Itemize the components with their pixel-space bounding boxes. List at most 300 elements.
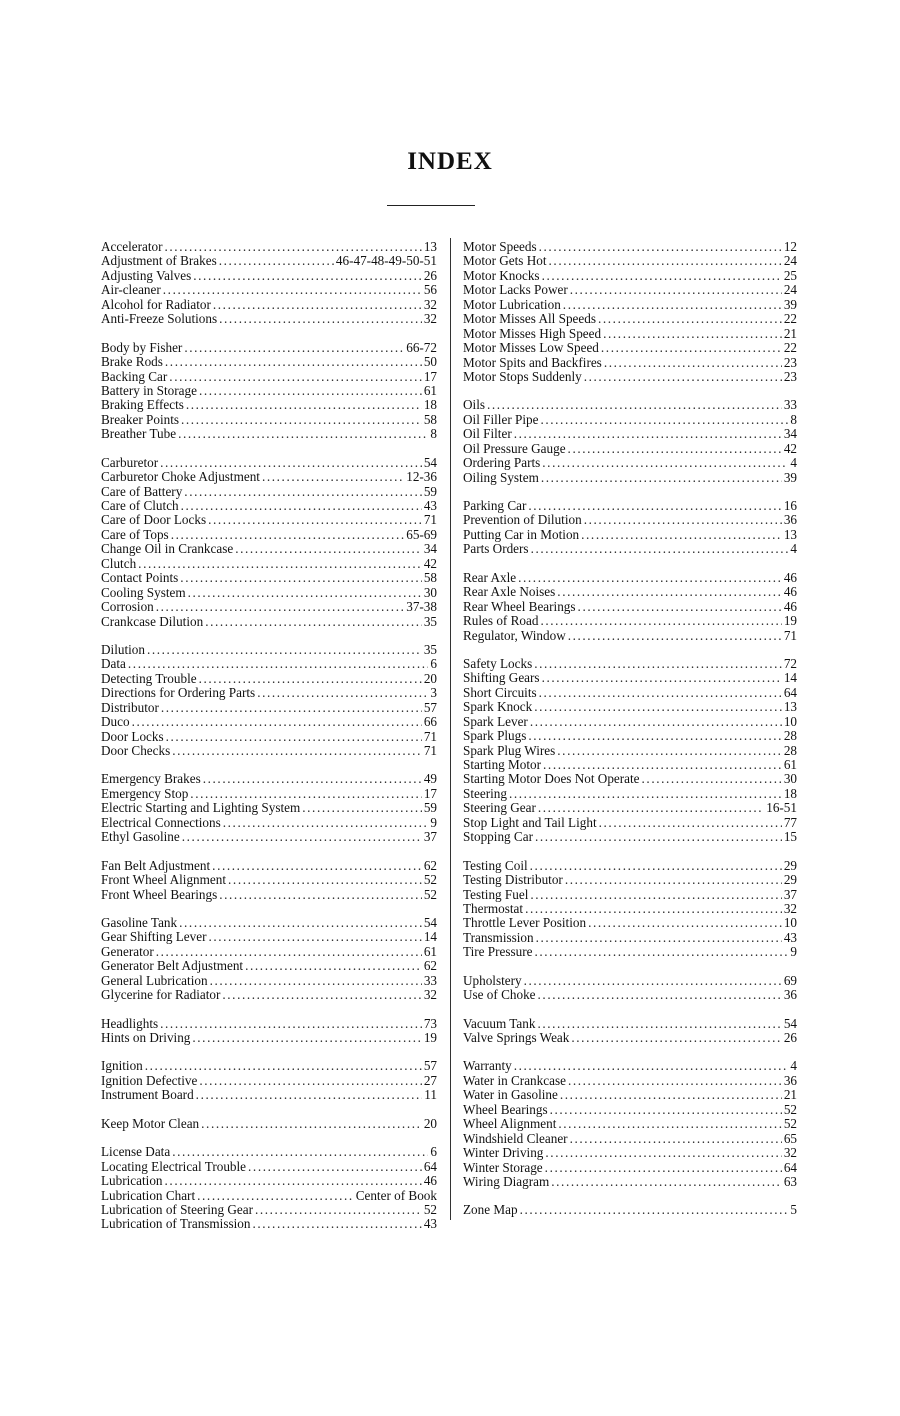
index-entry-page: 49 [423, 771, 437, 787]
index-entry-label: Lubrication [101, 1173, 163, 1189]
index-entry [463, 356, 797, 370]
index-entry [101, 312, 437, 326]
index-letter-group [101, 643, 437, 759]
index-entry-page: 20 [423, 1115, 437, 1131]
dot-leader [543, 758, 782, 772]
index-entry [101, 1117, 437, 1131]
dot-leader [182, 830, 422, 844]
dot-leader [584, 513, 782, 527]
dot-leader [542, 671, 782, 685]
index-letter-group [101, 1059, 437, 1102]
index-entry [101, 269, 437, 283]
index-entry-label: Generator Belt Adjustment [101, 958, 244, 974]
index-entry [463, 629, 797, 643]
dot-leader [184, 485, 422, 499]
index-entry [463, 370, 797, 384]
dot-leader [535, 830, 782, 844]
index-letter-group [101, 1017, 437, 1046]
dot-leader [208, 930, 421, 944]
index-entry [463, 600, 797, 614]
dot-leader [128, 657, 429, 671]
index-entry-page: 56 [423, 282, 437, 298]
index-entry [463, 1017, 797, 1031]
index-entry [101, 1203, 437, 1217]
index-entry [463, 787, 797, 801]
index-entry-label: Oils [463, 397, 485, 413]
index-letter-group [463, 974, 797, 1003]
index-entry-page: 3 [430, 685, 437, 701]
index-entry-page: 14 [783, 670, 797, 686]
index-entry-label: Parking Car [463, 498, 527, 513]
dot-leader [219, 254, 334, 268]
index-entry [463, 671, 797, 685]
dot-leader [545, 1161, 782, 1175]
index-entry-label: Short Circuits [463, 684, 537, 700]
dot-leader [540, 413, 788, 427]
dot-leader [545, 1146, 781, 1160]
index-entry-page: 73 [423, 1015, 437, 1031]
dot-leader [568, 1074, 782, 1088]
dot-leader [156, 600, 404, 614]
index-entry [463, 1203, 797, 1217]
index-entry-label: Motor Lacks Power [463, 282, 568, 298]
dot-leader [557, 744, 782, 758]
index-entry-page: 46 [423, 1173, 437, 1189]
dot-leader [132, 715, 422, 729]
dot-leader [487, 398, 782, 412]
index-entry [101, 974, 437, 988]
index-entry-label: Stopping Car [463, 829, 533, 845]
index-entry [463, 341, 797, 355]
index-entry-page: 27 [423, 1072, 437, 1088]
index-entry [463, 916, 797, 930]
dot-leader [203, 772, 422, 786]
index-entry-page: 69 [783, 972, 797, 988]
index-entry [101, 930, 437, 944]
index-entry-page: 4 [790, 541, 797, 557]
index-entry [101, 456, 437, 470]
dot-leader [565, 873, 782, 887]
index-entry [463, 1103, 797, 1117]
index-entry [463, 269, 797, 283]
index-entry-page: 52 [423, 872, 437, 888]
index-entry [101, 528, 437, 542]
index-entry-page: 42 [423, 555, 437, 571]
dot-leader [539, 686, 782, 700]
dot-leader [262, 470, 404, 484]
index-entry-label: Adjustment of Brakes [101, 253, 217, 269]
dot-leader [160, 456, 422, 470]
index-entry-label: Tire Pressure [463, 944, 533, 960]
index-entry-label: Starting Motor [463, 757, 542, 772]
index-entry-page: 71 [783, 627, 797, 643]
index-entry [101, 1160, 437, 1174]
index-letter-group [463, 499, 797, 557]
index-entry-label: Thermostat [463, 900, 524, 916]
index-entry-page: 23 [783, 368, 797, 384]
index-entry-label: Motor Lubrication [463, 296, 561, 312]
index-entry-label: Corrosion [101, 599, 154, 615]
index-entry [463, 542, 797, 556]
index-entry-page: 61 [783, 757, 797, 772]
dot-leader [257, 686, 428, 700]
index-entry-page: 36 [783, 1072, 797, 1088]
index-entry-label: Carburetor Choke Adjustment [101, 469, 260, 485]
index-entry-label: Gasoline Tank [101, 914, 178, 930]
dot-leader [598, 312, 782, 326]
index-entry-page: 57 [423, 1058, 437, 1074]
index-entry-label: Care of Tops [101, 526, 169, 542]
index-entry-page: 32 [423, 296, 437, 312]
index-entry [101, 657, 437, 671]
index-entry-page: 72 [783, 655, 797, 671]
index-entry-label: Dilution [101, 641, 145, 657]
index-entry-page: 12-36 [406, 469, 437, 485]
dot-leader [156, 945, 422, 959]
index-entry-label: Lubrication Chart [101, 1187, 196, 1203]
index-entry [101, 1217, 437, 1231]
index-entry-page: 32 [783, 1145, 797, 1161]
index-entry-page: 20 [423, 670, 437, 686]
index-entry-page: 54 [783, 1015, 797, 1031]
index-entry-page: 34 [783, 426, 797, 442]
index-entry-page: 26 [423, 267, 437, 283]
dot-leader [560, 1088, 782, 1102]
index-entry-label: Detecting Trouble [101, 670, 197, 686]
index-letter-group [463, 1203, 797, 1217]
index-entry-page: 8 [790, 411, 797, 427]
dot-leader [568, 442, 782, 456]
index-entry [101, 398, 437, 412]
dot-leader [199, 384, 422, 398]
index-entry-page: 43 [423, 1216, 437, 1232]
index-entry-label: Locating Electrical Trouble [101, 1158, 247, 1174]
dot-leader [219, 888, 422, 902]
index-entry [463, 312, 797, 326]
dot-leader [588, 916, 782, 930]
index-entry-label: Contact Points [101, 570, 179, 586]
index-entry-label: Zone Map [463, 1202, 518, 1218]
dot-leader [549, 254, 782, 268]
index-entry-page: 22 [783, 311, 797, 327]
dot-leader [205, 615, 422, 629]
index-entry [463, 974, 797, 988]
index-entry-page: 52 [783, 1101, 797, 1117]
index-entry-page: 46 [783, 569, 797, 585]
dot-leader [181, 413, 422, 427]
dot-leader [570, 1132, 782, 1146]
index-entry-page: 71 [423, 512, 437, 528]
dot-leader [584, 370, 782, 384]
dot-leader [181, 499, 422, 513]
index-entry-label: Spark Plugs [463, 728, 527, 744]
index-entry [101, 571, 437, 585]
index-entry-page: 32 [423, 987, 437, 1003]
dot-leader [570, 283, 782, 297]
index-entry-page: 19 [423, 1030, 437, 1045]
dot-leader [223, 816, 429, 830]
dot-leader [165, 240, 422, 254]
index-entry-page: 9 [790, 944, 797, 960]
index-entry [101, 413, 437, 427]
index-entry-label: Prevention of Dilution [463, 512, 582, 528]
index-entry-label: Motor Speeds [463, 239, 537, 254]
index-entry [463, 830, 797, 844]
index-entry-page: 64 [423, 1158, 437, 1174]
dot-leader [255, 1203, 422, 1217]
index-letter-group [463, 1059, 797, 1189]
index-entry [101, 959, 437, 973]
index-entry-label: Emergency Stop [101, 785, 189, 801]
index-entry-page: 4 [790, 1058, 797, 1074]
index-entry-label: Wheel Alignment [463, 1116, 557, 1132]
index-entry-label: Fan Belt Adjustment [101, 857, 211, 873]
index-entry-label: Windshield Cleaner [463, 1130, 568, 1146]
index-entry [101, 816, 437, 830]
index-entry-label: Valve Springs Weak [463, 1030, 570, 1045]
index-entry-label: Care of Door Locks [101, 512, 207, 528]
index-entry-page: 54 [423, 454, 437, 470]
index-entry [463, 657, 797, 671]
index-letter-group [101, 341, 437, 442]
index-entry [101, 1017, 437, 1031]
index-entry [101, 600, 437, 614]
index-entry-label: Care of Battery [101, 483, 183, 499]
index-entry-page: 13 [783, 699, 797, 715]
dot-leader [138, 557, 422, 571]
dot-leader [199, 1074, 422, 1088]
dot-leader [599, 816, 782, 830]
dot-leader [538, 801, 764, 815]
index-entry-page: 35 [423, 641, 437, 657]
index-entry-label: Directions for Ordering Parts [101, 685, 256, 701]
dot-leader [184, 341, 404, 355]
dot-leader [563, 298, 782, 312]
dot-leader [147, 643, 422, 657]
index-entry-page: 37 [423, 829, 437, 845]
index-entry [101, 715, 437, 729]
index-entry-label: Motor Gets Hot [463, 253, 547, 269]
index-entry-page: 64 [783, 1159, 797, 1175]
index-entry-page: 15 [783, 829, 797, 845]
dot-leader [180, 571, 422, 585]
index-entry [463, 413, 797, 427]
index-entry [463, 1132, 797, 1146]
dot-leader [197, 1189, 354, 1203]
index-entry [101, 686, 437, 700]
index-entry-label: Door Checks [101, 743, 171, 758]
index-entry-page: 43 [423, 498, 437, 513]
index-entry [463, 1059, 797, 1073]
index-entry-label: Throttle Lever Position [463, 915, 587, 931]
dot-leader [558, 1117, 781, 1131]
index-entry-page: 54 [423, 914, 437, 930]
dot-leader [222, 988, 421, 1002]
index-entry-page: 19 [783, 613, 797, 629]
index-entry [463, 873, 797, 887]
index-entry [101, 830, 437, 844]
index-entry [463, 528, 797, 542]
index-entry [101, 485, 437, 499]
index-entry-label: Winter Driving [463, 1145, 544, 1161]
index-column-left [101, 240, 437, 1246]
index-entry-label: Front Wheel Bearings [101, 886, 218, 902]
index-entry-page: 36 [783, 987, 797, 1003]
title-rule [387, 205, 475, 206]
index-entry [463, 442, 797, 456]
index-column-right [463, 240, 797, 1232]
index-letter-group [463, 657, 797, 845]
dot-leader [541, 471, 782, 485]
index-entry-label: Winter Storage [463, 1159, 543, 1175]
dot-leader [186, 398, 422, 412]
index-entry [101, 355, 437, 369]
index-entry [101, 1174, 437, 1188]
column-divider [450, 238, 451, 1220]
index-entry [101, 499, 437, 513]
index-entry-page: 16 [783, 498, 797, 513]
index-entry-label: Stop Light and Tail Light [463, 814, 597, 830]
index-entry [101, 744, 437, 758]
dot-leader [248, 1160, 422, 1174]
dot-leader [210, 974, 422, 988]
dot-leader [165, 1174, 422, 1188]
index-entry-page: 46 [783, 584, 797, 600]
index-entry-label: Rear Axle Noises [463, 584, 556, 600]
index-entry-page: 10 [783, 713, 797, 729]
index-entry [101, 586, 437, 600]
dot-leader [530, 715, 782, 729]
index-entry-page: 6 [430, 656, 437, 672]
index-entry-label: Body by Fisher [101, 339, 183, 355]
index-entry-label: Parts Orders [463, 541, 529, 557]
index-entry-label: Wheel Bearings [463, 1101, 548, 1117]
index-entry-label: Ignition Defective [101, 1072, 198, 1088]
dot-leader [524, 974, 782, 988]
dot-leader [581, 528, 782, 542]
index-entry [463, 758, 797, 772]
index-entry-label: Instrument Board [101, 1087, 194, 1103]
index-entry-page: 59 [423, 800, 437, 816]
index-entry [101, 615, 437, 629]
index-entry-label: Generator [101, 943, 154, 959]
index-entry [463, 715, 797, 729]
index-entry [463, 1175, 797, 1189]
dot-leader [539, 240, 782, 254]
dot-leader [528, 499, 781, 513]
dot-leader [557, 585, 782, 599]
index-entry-page: 30 [423, 584, 437, 600]
index-entry-page: 62 [423, 958, 437, 974]
index-entry-page: 8 [430, 426, 437, 442]
dot-leader [538, 988, 782, 1002]
index-entry-page: 25 [783, 267, 797, 283]
index-entry-page: 14 [423, 929, 437, 945]
index-entry [101, 298, 437, 312]
index-entry [463, 816, 797, 830]
index-entry-label: General Lubrication [101, 972, 208, 988]
index-entry-page: 46 [783, 598, 797, 614]
dot-leader [550, 1103, 782, 1117]
index-entry-label: Ignition [101, 1058, 143, 1074]
index-entry-page: 59 [423, 483, 437, 499]
index-entry [463, 772, 797, 786]
dot-leader [578, 600, 782, 614]
index-entry-label: Crankcase Dilution [101, 613, 204, 629]
index-entry-page: 66 [423, 714, 437, 730]
dot-leader [172, 744, 422, 758]
index-letter-group [101, 1145, 437, 1232]
index-letter-group [101, 1117, 437, 1131]
index-entry-label: Anti-Freeze Solutions [101, 311, 218, 327]
index-entry-label: Electric Starting and Lighting System [101, 800, 301, 816]
index-entry-label: Steering Gear [463, 800, 536, 816]
index-entry [463, 614, 797, 628]
index-entry [463, 1088, 797, 1102]
index-entry-page: 43 [783, 929, 797, 945]
index-entry-label: Data [101, 656, 126, 672]
dot-leader [534, 657, 782, 671]
index-entry-page: 13 [783, 526, 797, 542]
index-entry [101, 888, 437, 902]
index-entry [463, 1074, 797, 1088]
index-entry-label: Care of Clutch [101, 498, 179, 513]
dot-leader [145, 1059, 422, 1073]
index-entry-page: 71 [423, 728, 437, 744]
index-entry-label: Oil Pressure Gauge [463, 440, 566, 456]
index-entry-label: Backing Car [101, 368, 168, 384]
dot-leader [537, 1017, 781, 1031]
index-entry-page: 52 [783, 1116, 797, 1132]
index-entry-label: Electrical Connections [101, 814, 221, 830]
index-entry-label: Front Wheel Alignment [101, 872, 227, 888]
index-entry-page: 32 [423, 311, 437, 327]
index-entry [463, 1031, 797, 1045]
index-entry-page: 16-51 [766, 800, 797, 816]
index-entry-page: 35 [423, 613, 437, 629]
index-entry [463, 398, 797, 412]
index-entry-page: 18 [783, 785, 797, 801]
index-entry-label: Rear Axle [463, 569, 517, 585]
dot-leader [551, 1175, 782, 1189]
index-entry [463, 585, 797, 599]
dot-leader [601, 341, 782, 355]
index-entry [463, 945, 797, 959]
index-entry-label: License Data [101, 1144, 171, 1160]
index-entry-label: Oiling System [463, 469, 539, 485]
index-entry-page: 17 [423, 785, 437, 801]
dot-leader [540, 614, 781, 628]
index-entry-page: 9 [430, 814, 437, 830]
index-entry-label: Emergency Brakes [101, 771, 201, 787]
index-letter-group [101, 240, 437, 327]
dot-leader [235, 542, 422, 556]
index-entry-label: Ethyl Gasoline [101, 829, 180, 845]
index-entry-page: 58 [423, 570, 437, 586]
index-entry-page: 29 [783, 872, 797, 888]
index-letter-group [101, 456, 437, 629]
index-entry-label: Air-cleaner [101, 282, 161, 298]
index-entry [463, 254, 797, 268]
index-entry [101, 470, 437, 484]
index-entry-label: Change Oil in Crankcase [101, 541, 234, 557]
index-entry-label: Regulator, Window [463, 627, 566, 643]
index-entry-page: 33 [423, 972, 437, 988]
index-entry-label: Braking Effects [101, 397, 184, 413]
dot-leader [208, 513, 422, 527]
index-entry [101, 1145, 437, 1159]
index-entry [463, 1161, 797, 1175]
